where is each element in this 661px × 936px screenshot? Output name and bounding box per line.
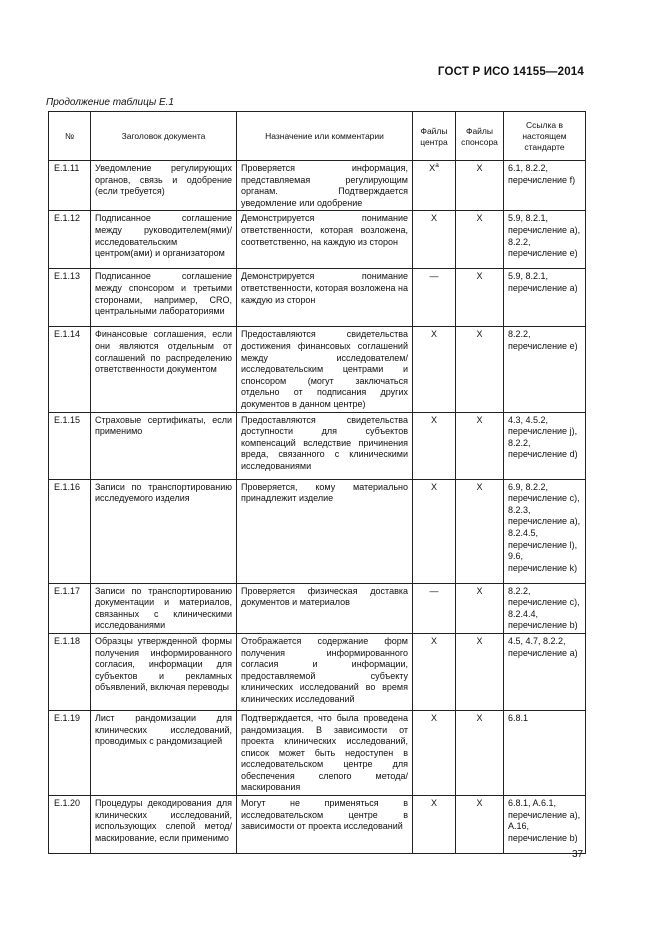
standard-reference: 6.1, 8.2.2, перечисление f) [504,161,586,211]
row-number: Е.1.12 [49,211,91,269]
document-title: Подписанное соглашение между спонсором и третьими сторонами, например, CRO, центральными лабораториями [91,269,237,327]
center-files-mark: X [413,327,456,412]
standard-reference: 8.2.2, перечисление e) [504,327,586,412]
center-files-mark: X [413,633,456,710]
purpose-comment: Отображается содержание форм получения информированного согласия и информации, предоставляемой субъекту клинических исследований во время клинических исследований [237,633,413,710]
row-number: Е.1.13 [49,269,91,327]
row-number: Е.1.20 [49,796,91,854]
purpose-comment: Проверяется информация, представляемая регулирующим органам. Подтверждается уведомление или одобрение [237,161,413,211]
document-title: Страховые сертификаты, если применимо [91,412,237,479]
purpose-comment: Подтверждается, что была проведена рандомизация. В зависимости от проекта клинических исследований, список может быть недоступен в исследовательском центре для обеспечения слепого метода/маскирования [237,710,413,795]
row-number: Е.1.11 [49,161,91,211]
purpose-comment: Демонстрируется понимание ответственности, которая возложена на каждую из сторон [237,269,413,327]
documents-table [48,111,586,854]
col-header-sponsor-files: Файлы спонсора [456,112,504,161]
col-header-purpose: Назначение или комментарии [237,112,413,161]
sponsor-files-mark: X [456,161,504,211]
standard-reference: 6.8.1, A.6.1, перечисление a), A.16, перечисление b) [504,796,586,854]
document-title: Образцы утвержденной формы получения информированного согласия, информации для субъектов и рекламных объявлений, включая переводы [91,633,237,710]
table-body [49,161,586,854]
document-title: Подписанное соглашение между руководителем(ями)/ исследовательским центром(ами) и организатором [91,211,237,269]
standard-reference: 6.9, 8.2.2, перечисление c), 8.2.3, перечисление a), 8.2.4.5, перечисление l), 9.6, перечисление k) [504,479,586,583]
table-row [49,633,586,710]
row-number: Е.1.18 [49,633,91,710]
standard-reference: 5.9, 8.2.1, перечисление a) [504,269,586,327]
table-header-row [49,112,586,161]
sponsor-files-mark: X [456,269,504,327]
table-continuation-caption: Продолжение таблицы Е.1 [46,97,174,108]
sponsor-files-mark: X [456,796,504,854]
row-number: Е.1.15 [49,412,91,479]
table-row [49,161,586,211]
sponsor-files-mark: X [456,479,504,583]
sponsor-files-mark: X [456,633,504,710]
purpose-comment: Могут не применяться в исследовательском центре в зависимости от проекта исследований [237,796,413,854]
document-title: Уведомление регулирующих органов, связь и одобрение (если требуется) [91,161,237,211]
col-header-number: № [49,112,91,161]
row-number: Е.1.19 [49,710,91,795]
document-title: Записи по транспортированию документации и материалов, связанных с клиническими исследованиями [91,583,237,633]
sponsor-files-mark: X [456,710,504,795]
center-files-mark: — [413,269,456,327]
standard-header: ГОСТ Р ИСО 14155—2014 [437,66,584,78]
center-files-mark: X [413,211,456,269]
table-row [49,327,586,412]
table-row [49,412,586,479]
standard-reference: 6.8.1 [504,710,586,795]
standard-reference: 4.5, 4.7, 8.2.2, перечисление a) [504,633,586,710]
sponsor-files-mark: X [456,211,504,269]
col-header-title: Заголовок документа [91,112,237,161]
purpose-comment: Проверяется, кому материально принадлежит изделие [237,479,413,583]
center-files-mark: X [413,710,456,795]
table-row [49,479,586,583]
table-row [49,211,586,269]
col-header-reference: Ссылка в настоящем стандарте [504,112,586,161]
document-title: Лист рандомизации для клинических исследований, проводимых с рандомизацией [91,710,237,795]
table-row [49,796,586,854]
standard-reference: 8.2.2, перечисление c), 8.2.4.4, перечисление b) [504,583,586,633]
row-number: Е.1.14 [49,327,91,412]
standard-reference: 5.9, 8.2.1, перечисление a), 8.2.2, перечисление e) [504,211,586,269]
center-files-mark: — [413,583,456,633]
table-row [49,583,586,633]
row-number: Е.1.17 [49,583,91,633]
purpose-comment: Предоставляются свидетельства достижения финансовых соглашений между исследователем/ исследовательским центрами и спонсором (могут заключаться отдельно от подписания других документов в данном центре) [237,327,413,412]
center-files-mark: X [413,796,456,854]
purpose-comment: Проверяется физическая доставка документов и материалов [237,583,413,633]
purpose-comment: Предоставляются свидетельства доступности для субъектов компенсаций вследствие причинения вреда, связанного с клиническими исследованиями [237,412,413,479]
sponsor-files-mark: X [456,583,504,633]
document-title: Процедуры декодирования для клинических исследований, использующих слепой метод/ маскирование, если применимо [91,796,237,854]
sponsor-files-mark: X [456,412,504,479]
row-number: Е.1.16 [49,479,91,583]
col-header-center-files: Файлы центра [413,112,456,161]
sponsor-files-mark: X [456,327,504,412]
document-title: Записи по транспортированию исследуемого изделия [91,479,237,583]
purpose-comment: Демонстрируется понимание ответственности, которая возложена, соответственно, на каждую из сторон [237,211,413,269]
standard-reference: 4.3, 4.5.2, перечисление j), 8.2.2, перечисление d) [504,412,586,479]
center-files-mark: X [413,412,456,479]
center-files-mark: X [413,479,456,583]
table-row [49,269,586,327]
table-row [49,710,586,795]
center-files-mark: $X^a$ [413,161,456,211]
footnote-marker: a [435,162,439,169]
document-title: Финансовые соглашения, если они являются отдельным от соглашений по распределению ответственности документом [91,327,237,412]
page-number: 37 [572,849,584,860]
